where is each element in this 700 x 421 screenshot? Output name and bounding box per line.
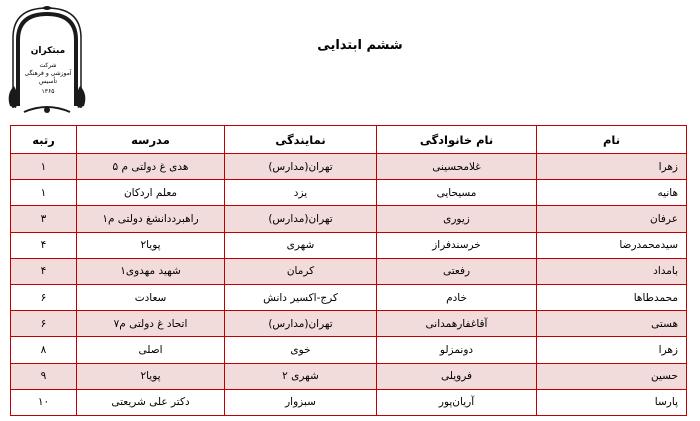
cell-school: اصلی [77, 337, 225, 363]
cell-rank: ۱ [11, 154, 77, 180]
cell-branch: سبزوار [225, 389, 377, 415]
cell-branch: خوی [225, 337, 377, 363]
cell-rank: ۴ [11, 258, 77, 284]
cell-school: هدی غ دولتی م ۵ [77, 154, 225, 180]
cell-first-name: بامداد [537, 258, 687, 284]
cell-branch: تهران(مدارس) [225, 206, 377, 232]
logo-emblem-icon [4, 6, 90, 116]
cell-school: شهيد مهدوی۱ [77, 258, 225, 284]
cell-rank: ۸ [11, 337, 77, 363]
cell-school: پويا۲ [77, 232, 225, 258]
header-first-name: نام [537, 126, 687, 154]
cell-branch: تهران(مدارس) [225, 311, 377, 337]
cell-branch: تهران(مدارس) [225, 154, 377, 180]
cell-first-name: حسين [537, 363, 687, 389]
cell-branch: يزد [225, 180, 377, 206]
cell-school: سعادت [77, 284, 225, 310]
table-row [11, 363, 687, 389]
cell-first-name: هستی [537, 311, 687, 337]
cell-rank: ۹ [11, 363, 77, 389]
cell-school: راهبرددانشغ دولتی م۱ [77, 206, 225, 232]
cell-first-name: هانيه [537, 180, 687, 206]
cell-last-name: غلامحسينی [377, 154, 537, 180]
cell-branch: شهری ۲ [225, 363, 377, 389]
cell-first-name: زهرا [537, 154, 687, 180]
results-table [10, 125, 687, 416]
logo-line-2: آموزشی و فرهنگی [24, 70, 72, 77]
cell-last-name: مسيحايی [377, 180, 537, 206]
cell-first-name: سيدمحمدرضا [537, 232, 687, 258]
table-row [11, 311, 687, 337]
cell-first-name: زهرا [537, 337, 687, 363]
cell-rank: ۱ [11, 180, 77, 206]
cell-rank: ۶ [11, 284, 77, 310]
cell-rank: ۱۰ [11, 389, 77, 415]
table-row [11, 206, 687, 232]
logo-line-1: شركت [39, 62, 57, 69]
company-logo [4, 6, 90, 116]
cell-last-name: دونمزلو [377, 337, 537, 363]
table-row [11, 389, 687, 415]
header-rank: رتبه [11, 126, 77, 154]
logo-name: مبتكران [30, 46, 66, 56]
cell-last-name: آريان‌پور [377, 389, 537, 415]
table-row [11, 258, 687, 284]
page-title: ششم ابتدايی [317, 38, 403, 53]
cell-branch: شهری [225, 232, 377, 258]
cell-school: پويا۲ [77, 363, 225, 389]
cell-branch: كرمان [225, 258, 377, 284]
logo-line-3: تأسیس [39, 78, 57, 85]
cell-school: معلم اردكان [77, 180, 225, 206]
cell-last-name: خادم [377, 284, 537, 310]
cell-last-name: زيوری [377, 206, 537, 232]
cell-rank: ۳ [11, 206, 77, 232]
cell-first-name: محمدطاها [537, 284, 687, 310]
table-row [11, 154, 687, 180]
cell-rank: ۴ [11, 232, 77, 258]
cell-school: دكتر علی شريعتی [77, 389, 225, 415]
cell-last-name: رفعتی [377, 258, 537, 284]
table-row [11, 180, 687, 206]
cell-last-name: آقاغفارهمدانی [377, 311, 537, 337]
table-row [11, 284, 687, 310]
logo-year: ۱۳۶۵ [41, 88, 55, 95]
header-school: مدرسه [77, 126, 225, 154]
table-row [11, 232, 687, 258]
cell-first-name: عرفان [537, 206, 687, 232]
cell-rank: ۶ [11, 311, 77, 337]
cell-last-name: خرسندفراز [377, 232, 537, 258]
table-header-row [11, 126, 687, 154]
cell-first-name: پارسا [537, 389, 687, 415]
cell-school: اتحاد غ دولتی م۷ [77, 311, 225, 337]
header-last-name: نام خانوادگی [377, 126, 537, 154]
cell-last-name: فرويلی [377, 363, 537, 389]
header-branch: نمايندگی [225, 126, 377, 154]
cell-branch: كرج-اكسير دانش [225, 284, 377, 310]
table-row [11, 337, 687, 363]
